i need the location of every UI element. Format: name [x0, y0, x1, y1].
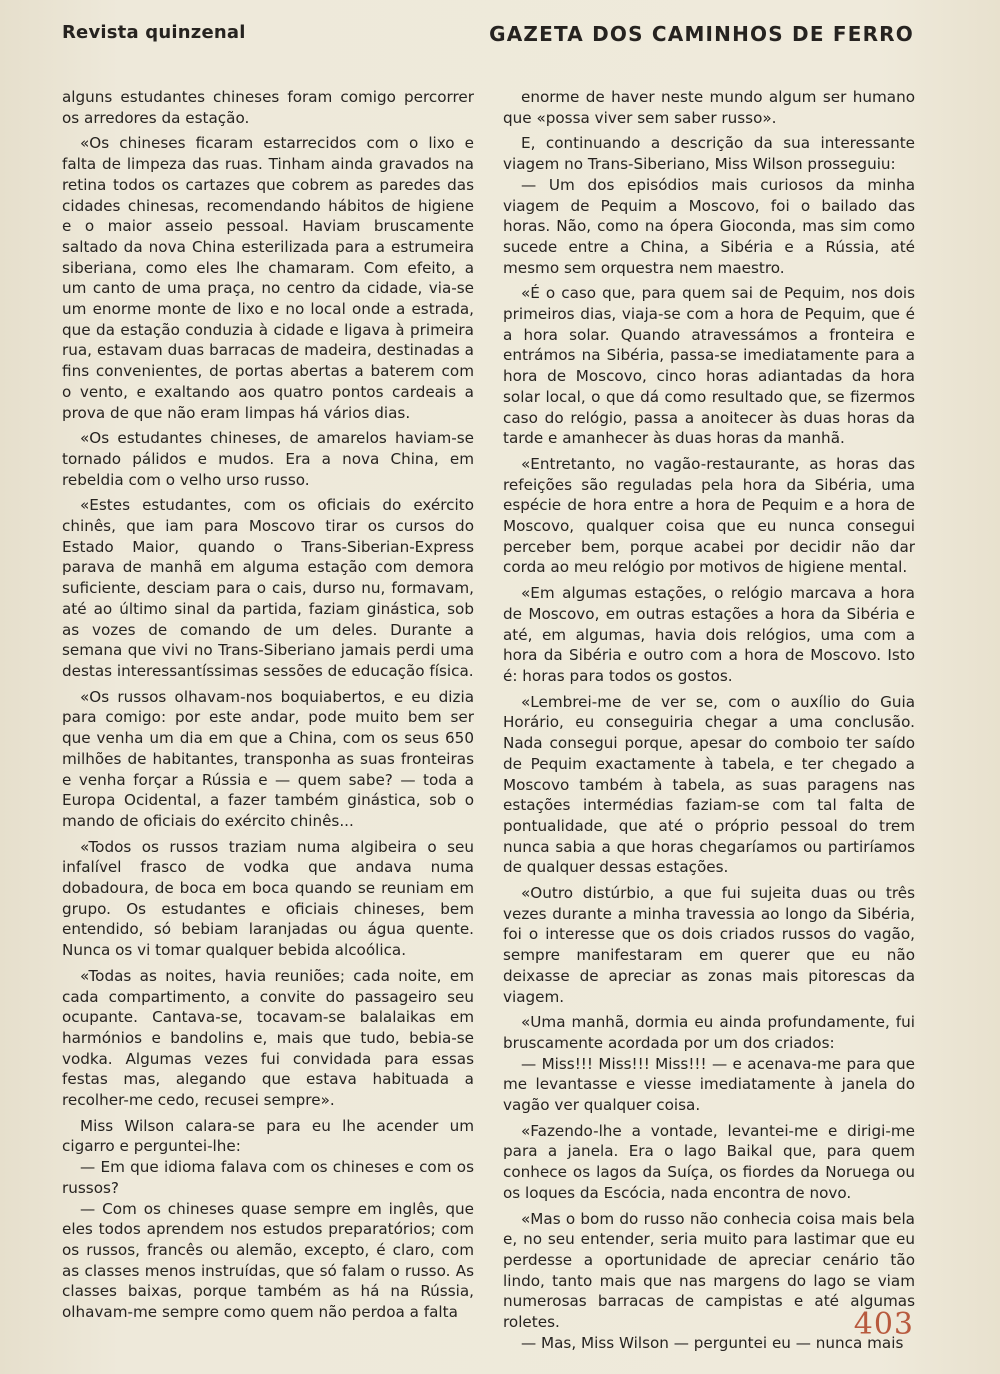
paragraph: «Lembrei-me de ver se, com o auxílio do Guia Horário, eu conseguiria chegar a uma conclusão. Nada consegui porque, apesar do comboio ter saído de Pequim exactamente à tabela, e ter chegado a Moscovo também à tabela, as suas paragens nas estações intermédias faziam-se com tal falta de pontualidade, que até o próprio pessoal do trem nunca sabia a que horas chegaríamos ou partiríamos de qualquer dessas estações.: [503, 692, 915, 877]
paragraph: «É o caso que, para quem sai de Pequim, nos dois primeiros dias, viaja-se com a hora de Pequim, que é a hora solar. Quando atravessámos a fronteira e entrámos na Sibéria, passa-se imediatamente para a hora de Moscovo, cinco horas adiantadas da hora solar local, o que dá como resultado que, se fizermos caso do relógio, passa a anoitecer às duas horas da tarde e amanhecer às duas horas da manhã.: [503, 284, 915, 448]
left-column: [62, 87, 474, 1328]
paragraph: — Mas, Miss Wilson — perguntei eu — nunca mais: [521, 1333, 904, 1352]
header-magazine-title: GAZETA DOS CAMINHOS DE FERRO: [489, 22, 914, 46]
paragraph: «Todos os russos traziam numa algibeira o seu infalível frasco de vodka que andava numa dobadoura, de boca em boca quando se reuniam em grupo. Os estudantes e oficiais chineses, bem entendido, só bebiam laranjadas ou água quente. Nunca os vi tomar qualquer bebida alcoólica.: [62, 837, 474, 960]
paragraph: E, continuando a descrição da sua interessante viagem no Trans-Siberiano, Miss Wilson prosseguiu:: [503, 134, 915, 174]
paragraph: — Com os chineses quase sempre em inglês, que eles todos aprendem nos estudos preparatórios; com os russos, francês ou alemão, excepto, é claro, com as classes menos instruídas, que só falam o russo. As classes baixas, porque também as há na Rússia, olhavam-me sempre como quem não perdoa a falta: [62, 1199, 474, 1322]
paragraph: «Em algumas estações, o relógio marcava a hora de Moscovo, em outras estações a hora da Sibéria e até, em algumas, havia dois relógios, uma com a hora da Sibéria e outro com a hora de Moscovo. Isto é: horas para todos os gostos.: [503, 584, 915, 685]
paragraph: «Os chineses ficaram estarrecidos com o lixo e falta de limpeza das ruas. Tinham ainda gravados na retina todos os cartazes que cobrem as paredes das cidades chinesas, recomendando hábitos de higiene e o maior asseio pessoal. Haviam bruscamente saltado da nova China esterilizada para a estrumeira siberiana, como eles lhe chamaram. Com efeito, a um canto de uma praça, no centro da cidade, via-se um enorme monte de lixo e no local onde a estrada, que da estação conduzia à cidade e ligava à primeira rua, estavam duas barracas de madeira, destinadas a fins convenientes, de portas abertas a baterem com o vento, e exaltando aos quatro pontos cardeais a prova de que não eram limpas há vários dias.: [62, 134, 474, 422]
paragraph: «Estes estudantes, com os oficiais do exército chinês, que iam para Moscovo tirar os cursos do Estado Maior, quando o Trans-Siberian-Express parava de manhã em alguma estação com demora suficiente, desciam para o cais, durso nu, formavam, até ao último sinal da partida, faziam ginástica, sob as vozes de comando de um deles. Durante a semana que vivi no Trans-Siberiano jamais perdi uma destas interessantíssimas sessões de educação física.: [62, 496, 474, 680]
paragraph: Miss Wilson calara-se para eu lhe acender um cigarro e perguntei-lhe:: [62, 1116, 474, 1156]
page-number: 403: [853, 1307, 914, 1342]
paragraph: — Um dos episódios mais curiosos da minha viagem de Pequim a Moscovo, foi o bailado das horas. Não, como na ópera Gioconda, mas sim como sucede entre a China, a Sibéria e a Rússia, até mesmo sem orquestra nem maestro.: [503, 175, 915, 277]
paragraph: «Os russos olhavam-nos boquiabertos, e eu dizia para comigo: por este andar, pode muito bem ser que venha um dia em que a China, com os seus 650 milhões de habitantes, transponha as suas fronteiras e venha forçar a Rússia e — quem sabe? — toda a Europa Ocidental, a fazer também ginástica, sob o mando de oficiais do exército chinês...: [62, 687, 474, 830]
paragraph: «Todas as noites, havia reuniões; cada noite, em cada compartimento, a convite do passageiro seu ocupante. Cantava-se, tocavam-se balalaikas em harmónios e bandolins e, mais que tudo, bebia-se vodka. Algumas vezes fui convidada para essas festas mas, alegando que estava habituada a recolher-me cedo, recusei sempre».: [62, 966, 474, 1110]
paragraph: «Outro distúrbio, a que fui sujeita duas ou três vezes durante a minha travessia ao longo da Sibéria, foi o interesse que os dois criados russos do vagão, sempre manifestaram em querer que eu não deixasse de apreciar as zonas mais pitorescas da viagem.: [503, 884, 915, 1006]
paragraph: «Os estudantes chineses, de amarelos haviam-se tornado pálidos e mudos. Era a nova China, em rebeldia com o velho urso russo.: [62, 429, 474, 489]
paragraph: enorme de haver neste mundo algum ser humano que «possa viver sem saber russo».: [503, 88, 915, 127]
paragraph: alguns estudantes chineses foram comigo percorrer os arredores da estação.: [62, 88, 474, 127]
paragraph: «Entretanto, no vagão-restaurante, as horas das refeições são reguladas pela hora da Sibéria, uma espécie de hora entre a hora de Pequim e a hora de Moscovo, qualquer coisa que eu nunca consegui perceber bem, porque acabei por decidir não dar corda ao meu relógio por motivos de higiene mental.: [503, 454, 915, 577]
paragraph: «Uma manhã, dormia eu ainda profundamente, fui bruscamente acordada por um dos criados:: [503, 1013, 915, 1052]
paragraph: — Em que idioma falava com os chineses e com os russos?: [62, 1158, 474, 1197]
right-column: [503, 87, 915, 1358]
paragraph: «Mas o bom do russo não conhecia coisa mais bela e, no seu entender, seria muito para lastimar que eu perdesse a oportunidade de apreciar cenário tão lindo, tanto mais que nas margens do lago se viam numerosas barracas de campistas e até algumas roletes.: [503, 1209, 915, 1332]
paragraph: «Fazendo-lhe a vontade, levantei-me e dirigi-me para a janela. Era o lago Baikal que, para quem conhece os lagos da Suíça, os fiordes da Noruega ou os loques da Escócia, nada encontra de novo.: [503, 1121, 915, 1202]
paragraph: — Miss!!! Miss!!! Miss!!! — e acenava-me para que me levantasse e viesse imediatamente à janela do vagão ver qualquer coisa.: [503, 1054, 915, 1115]
header-publication-frequency: Revista quinzenal: [62, 22, 246, 43]
